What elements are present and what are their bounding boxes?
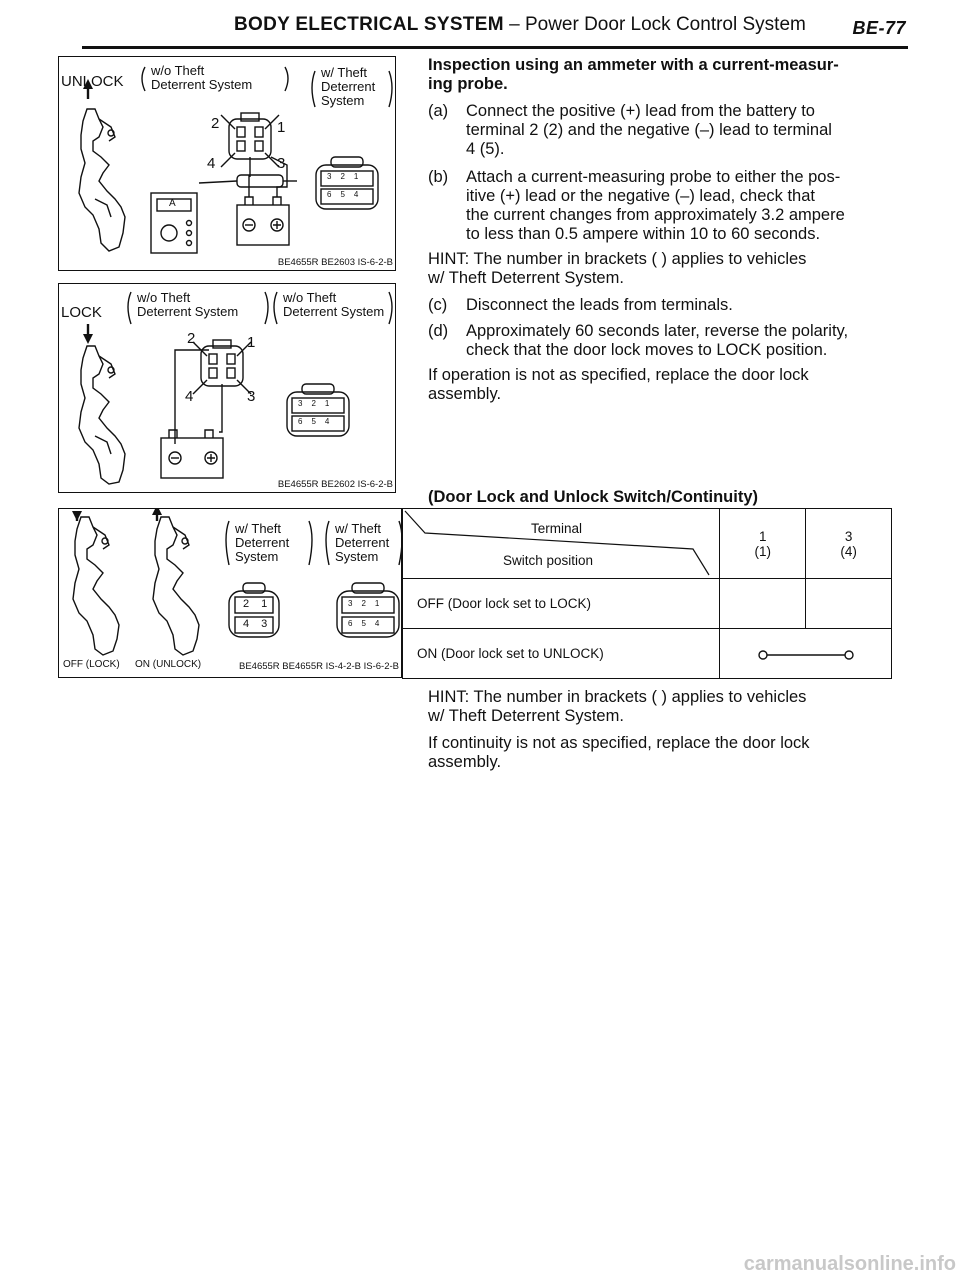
mode-label-unlock: UNLOCK — [61, 73, 124, 90]
cpin: 5 — [361, 619, 375, 628]
label-off-lock: OFF (LOCK) — [63, 659, 120, 670]
step-mark: (d) — [428, 322, 449, 340]
step-b — [428, 168, 903, 244]
connector-large-top — [348, 599, 388, 608]
note-line: assembly. — [428, 385, 502, 403]
table-row — [403, 629, 892, 679]
ammeter-label: A — [169, 198, 176, 209]
variant-left-line2: Deterrent System — [137, 304, 239, 319]
header-terminal: Terminal — [531, 521, 583, 536]
figure-code: BE4655R BE2603 IS-6-2-B — [277, 257, 393, 268]
figure-unlock-test — [58, 56, 396, 271]
variant-left-line2: Deterrent System — [151, 77, 253, 92]
connector-pins-top — [298, 399, 338, 408]
pin-label-4: 4 — [207, 155, 216, 172]
pin-label-2: 2 — [211, 115, 220, 132]
connector-small-bottom — [243, 618, 279, 630]
pin-label-4: 4 — [185, 388, 194, 405]
variant-b-line3: System — [335, 549, 379, 564]
connector-pins-bottom — [327, 190, 367, 199]
cpin: 6 — [327, 190, 341, 199]
cpin: 3 — [261, 618, 280, 630]
variant-left-line1: w/o Theft — [151, 63, 205, 78]
note-line: If operation is not as specified, replace the door lock — [428, 366, 809, 384]
variant-a-line1: w/ Theft — [235, 521, 282, 536]
cpin: 2 — [243, 598, 262, 610]
cpin: 1 — [261, 598, 280, 610]
variant-a-line2: Deterrent — [235, 535, 290, 550]
connector-small-top — [243, 598, 279, 610]
figure-code: BE4655R BE2602 IS-6-2-B — [277, 479, 393, 490]
cell-off-3 — [806, 579, 892, 629]
col-line: (1) — [754, 543, 772, 559]
heading-line: Inspection using an ammeter with a current-measur- — [428, 56, 839, 74]
row-off-label: OFF (Door lock set to LOCK) — [403, 579, 720, 629]
cpin: 2 — [311, 399, 325, 408]
title-rest: – Power Door Lock Control System — [503, 14, 806, 35]
page-title — [234, 14, 806, 36]
watermark: carmanualsonline.info — [743, 1253, 956, 1275]
hint-line: w/ Theft Deterrent System. — [428, 269, 624, 287]
step-mark: (b) — [428, 168, 449, 186]
door-lock-actuator-icon — [79, 346, 125, 484]
col-terminal-1 — [720, 509, 806, 579]
continuity-heading: (Door Lock and Unlock Switch/Continuity) — [428, 488, 758, 506]
cell-on-continuity — [720, 629, 892, 679]
cell-off-1 — [720, 579, 806, 629]
cpin: 4 — [374, 619, 389, 628]
cpin: 2 — [361, 599, 375, 608]
cpin: 5 — [340, 190, 354, 199]
pin-label-1: 1 — [277, 119, 286, 136]
step-d — [428, 322, 903, 360]
variant-a-line3: System — [235, 549, 279, 564]
figure-switch-continuity — [58, 508, 402, 678]
cpin: 1 — [353, 172, 368, 181]
col-line: (4) — [840, 543, 857, 559]
cpin: 1 — [374, 599, 389, 608]
header-switch-position: Switch position — [503, 553, 594, 568]
step-line: Disconnect the leads from terminals. — [466, 296, 733, 314]
variant-right-line1: w/o Theft — [283, 290, 337, 305]
cpin: 6 — [348, 619, 362, 628]
variant-b-line1: w/ Theft — [335, 521, 382, 536]
pin-label-3: 3 — [277, 155, 286, 172]
cpin: 3 — [327, 172, 341, 181]
lock-arrow-icon — [83, 334, 93, 344]
figure-lock-test — [58, 283, 396, 493]
hint-2 — [428, 688, 903, 726]
variant-right-line1: w/ Theft — [321, 65, 368, 80]
hint-1 — [428, 250, 903, 288]
heading-line: ing probe. — [428, 75, 508, 93]
page-number: BE-77 — [852, 18, 906, 38]
step-line: 4 (5). — [466, 140, 505, 158]
cpin: 4 — [243, 618, 262, 630]
variant-b-line2: Deterrent — [335, 535, 390, 550]
connector-pins-bottom — [298, 417, 338, 426]
cpin: 1 — [324, 399, 339, 408]
page-header — [56, 10, 906, 44]
variant-right-line2: Deterrent — [321, 79, 376, 94]
step-mark: (a) — [428, 102, 449, 120]
col-line: 1 — [759, 528, 767, 544]
label-on-unlock: ON (UNLOCK) — [135, 659, 202, 670]
continuity-notes — [428, 688, 903, 778]
pin-label-1: 1 — [247, 334, 256, 351]
col-terminal-3 — [806, 509, 892, 579]
variant-right-line2: Deterrent System — [283, 304, 385, 319]
title-bold: BODY ELECTRICAL SYSTEM — [234, 14, 504, 35]
col-line: 3 — [844, 528, 853, 544]
step-line: the current changes from approximately 3.2 ampere — [466, 206, 845, 224]
cpin: 6 — [298, 417, 312, 426]
table-header-diagonal — [403, 509, 720, 579]
unlock-arrow-icon — [152, 509, 162, 515]
connector-pins-top — [327, 172, 367, 181]
variant-right-line3: System — [321, 93, 365, 108]
operation-note — [428, 366, 903, 404]
note-line: If continuity is not as specified, replace the door lock — [428, 734, 810, 752]
cpin: 4 — [324, 417, 339, 426]
pin-label-2: 2 — [187, 330, 196, 347]
cpin: 5 — [311, 417, 325, 426]
hint-line: w/ Theft Deterrent System. — [428, 707, 624, 725]
cpin: 3 — [348, 599, 362, 608]
pin-label-3: 3 — [247, 388, 256, 405]
continuity-line-icon — [720, 629, 892, 677]
mode-label-lock: LOCK — [61, 304, 102, 321]
cpin: 4 — [353, 190, 368, 199]
step-a — [428, 102, 903, 159]
connector-large-bottom — [348, 619, 388, 628]
row-on-label: ON (Door lock set to UNLOCK) — [403, 629, 720, 679]
step-line: check that the door lock moves to LOCK position. — [466, 341, 828, 359]
step-line: terminal 2 (2) and the negative (–) lead to terminal — [466, 121, 832, 139]
hint-line: HINT: The number in brackets ( ) applies to vehicles — [428, 250, 807, 268]
inspection-section — [428, 56, 903, 476]
step-line: to less than 0.5 ampere within 10 to 60 seconds. — [466, 225, 821, 243]
continuity-table — [402, 508, 892, 679]
variant-left-line1: w/o Theft — [137, 290, 191, 305]
inspection-heading — [428, 56, 903, 94]
continuity-note — [428, 734, 903, 772]
door-lock-actuator-icon — [79, 109, 125, 251]
step-c — [428, 296, 903, 315]
step-line: Connect the positive (+) lead from the battery to — [466, 102, 815, 120]
step-line: Approximately 60 seconds later, reverse the polarity, — [466, 322, 849, 340]
header-rule — [82, 46, 908, 49]
diagonal-divider — [403, 509, 721, 579]
figure-code: BE4655R BE4655R IS-4-2-B IS-6-2-B — [239, 661, 399, 672]
step-line: itive (+) lead or the negative (–) lead, check that — [466, 187, 815, 205]
step-line: Attach a current-measuring probe to either the pos- — [466, 168, 841, 186]
table-row — [403, 579, 892, 629]
hint-line: HINT: The number in brackets ( ) applies to vehicles — [428, 688, 807, 706]
cpin: 3 — [298, 399, 312, 408]
cpin: 2 — [340, 172, 354, 181]
note-line: assembly. — [428, 753, 502, 771]
step-mark: (c) — [428, 296, 448, 314]
